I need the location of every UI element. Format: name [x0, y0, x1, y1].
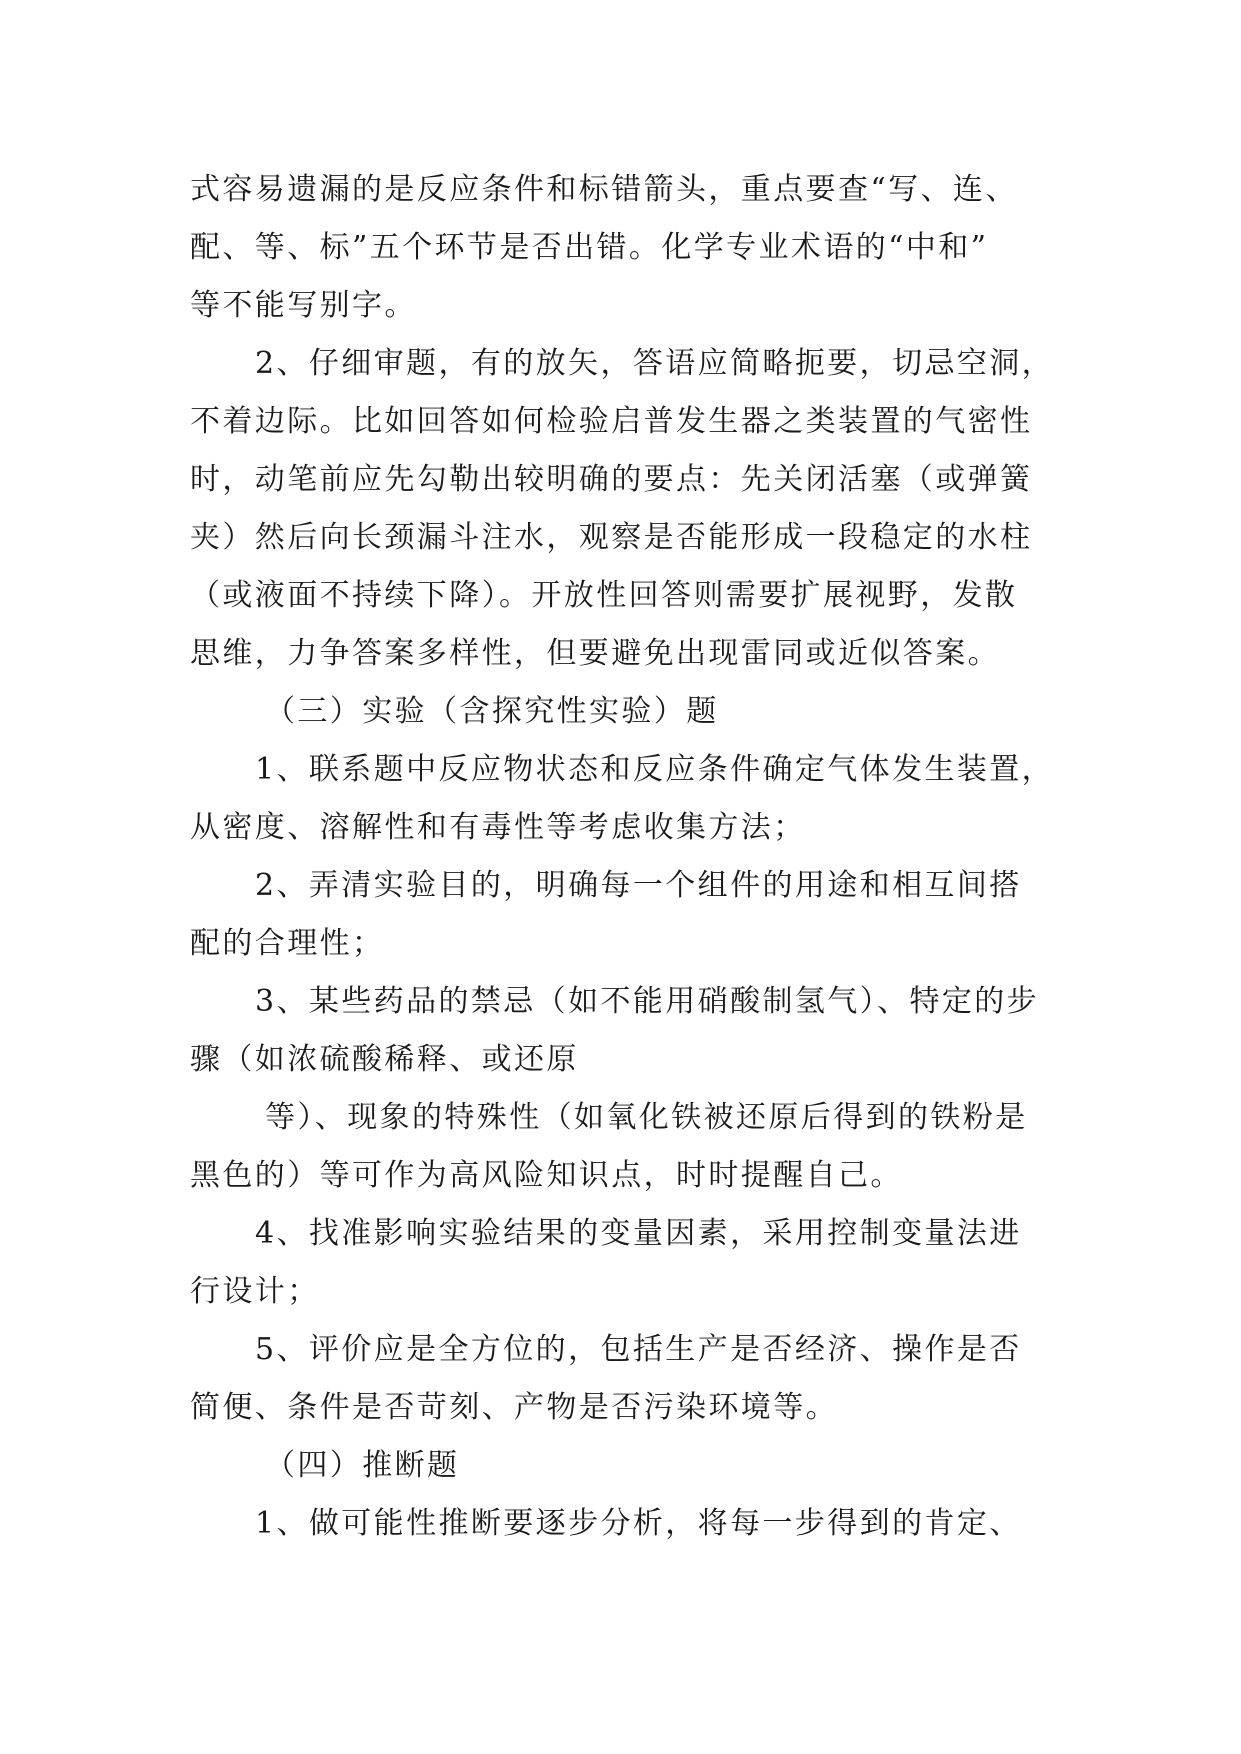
text-line: 等不能写别字。: [190, 288, 417, 323]
text-line: 简便、条件是否苛刻、产物是否污染环境等。: [190, 1390, 838, 1425]
text-line: 骤（如浓硫酸稀释、或还原: [190, 1042, 579, 1077]
text-line: （或液面不持续下降）。开放性回答则需要扩展视野，发散: [190, 578, 1018, 613]
section-heading: （三）实验（含探究性实验）题: [265, 694, 719, 729]
paragraph-start-line: 5、评价应是全方位的，包括生产是否经济、操作是否: [255, 1332, 1022, 1367]
paragraph-start-line: 3、某些药品的禁忌（如不能用硝酸制氢气）、特定的步: [255, 984, 1040, 1019]
text-line: 从密度、溶解性和有毒性等考虑收集方法；: [190, 810, 806, 845]
text-line: 夹）然后向长颈漏斗注水，观察是否能形成一段稳定的水柱: [190, 520, 1033, 555]
text-line: 不着边际。比如回答如何检验启普发生器之类装置的气密性: [190, 404, 1033, 439]
text-line: 配、等、标”五个环节是否出错。化学专业术语的“中和”: [190, 230, 989, 265]
paragraph-start-line: 4、找准影响实验结果的变量因素，采用控制变量法进: [255, 1216, 1022, 1251]
paragraph-start-line: 2、弄清实验目的，明确每一个组件的用途和相互间搭: [255, 868, 1022, 903]
text-line: 黑色的）等可作为高风险知识点，时时提醒自己。: [190, 1158, 903, 1193]
text-line: 时，动笔前应先勾勒出较明确的要点：先关闭活塞（或弹簧: [190, 462, 1033, 497]
text-line: 配的合理性；: [190, 926, 385, 961]
section-heading: （四）推断题: [265, 1448, 460, 1483]
text-line: 行设计；: [190, 1274, 320, 1309]
paragraph-start-line: 2、仔细审题，有的放矢，答语应简略扼要，切忌空洞，: [255, 346, 1055, 381]
paragraph-start-line: 1、联系题中反应物状态和反应条件确定气体发生装置，: [255, 752, 1055, 787]
text-line: 等）、现象的特殊性（如氧化铁被还原后得到的铁粉是: [265, 1100, 1028, 1135]
text-line: 式容易遗漏的是反应条件和标错箭头，重点要查“写、连、: [190, 172, 1018, 207]
paragraph-start-line: 1、做可能性推断要逐步分析，将每一步得到的肯定、: [255, 1506, 1022, 1541]
text-line: 思维，力争答案多样性，但要避免出现雷同或近似答案。: [190, 636, 1000, 671]
